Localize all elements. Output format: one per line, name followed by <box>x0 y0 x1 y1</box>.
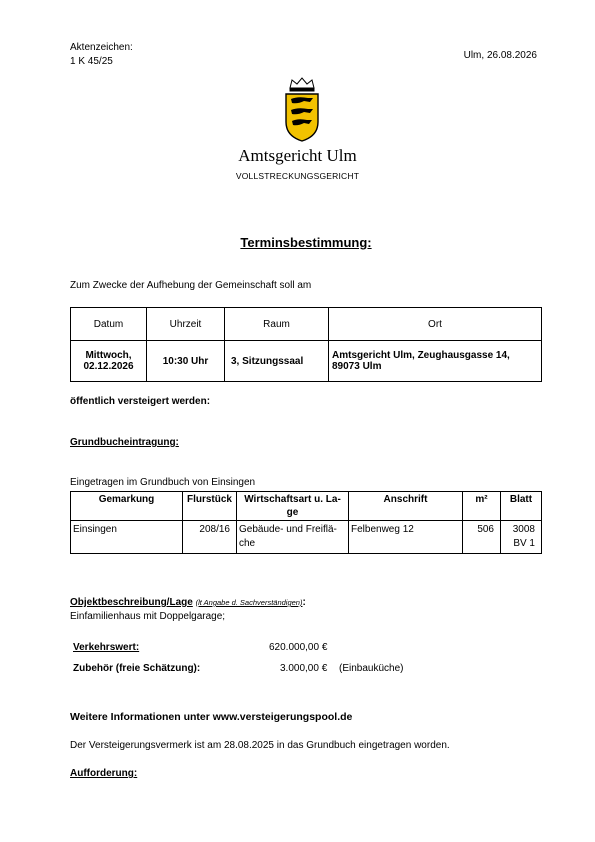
versteigert-text: öffentlich versteigert werden: <box>70 396 211 407</box>
header-gemarkung: Gemarkung <box>71 492 183 521</box>
datum-line-2: 02.12.2026 <box>83 361 134 372</box>
termin-table <box>70 307 542 382</box>
verkehrswert-value: 620.000,00 € <box>269 642 328 653</box>
header-raum: Raum <box>225 308 329 341</box>
court-name: Amtsgericht Ulm <box>238 146 357 165</box>
termin-table-header <box>71 308 542 341</box>
cell-wirtschaftsart <box>237 521 349 554</box>
aktenzeichen-label: Aktenzeichen: <box>70 42 133 53</box>
intro-text: Zum Zwecke der Aufhebung der Gemeinschaft soll am <box>70 280 312 291</box>
cell-anschrift: Felbenweg 12 <box>349 521 463 554</box>
header-datum: Datum <box>71 308 147 341</box>
weitere-info: Weitere Informationen unter www.versteigerungspool.de <box>70 711 353 723</box>
cell-uhrzeit: 10:30 Uhr <box>147 341 225 382</box>
grundbuch-intro: Eingetragen im Grundbuch von Einsingen <box>70 477 256 488</box>
objekt-colon: : <box>302 597 306 608</box>
header-ort: Ort <box>329 308 542 341</box>
wirtschaftsart-line-2: che <box>239 538 256 549</box>
zubehoer-value: 3.000,00 € <box>280 663 328 674</box>
aufforderung-heading: Aufforderung: <box>70 768 138 779</box>
verkehrswert-label: Verkehrswert: <box>73 642 140 653</box>
header-wirtschaftsart <box>237 492 349 521</box>
header-flurstueck: Flurstück <box>183 492 237 521</box>
grundbuch-table-header <box>71 492 542 521</box>
header-uhrzeit: Uhrzeit <box>147 308 225 341</box>
blatt-line-2: BV 1 <box>513 538 535 549</box>
grundbuch-table <box>70 491 542 554</box>
wirtschaftsart-line-1: Gebäude- und Freiflä- <box>239 524 337 535</box>
header-anschrift: Anschrift <box>349 492 463 521</box>
grundbuch-table-row <box>71 521 542 554</box>
coat-of-arms-icon <box>280 74 324 144</box>
zubehoer-label: Zubehör (freie Schätzung): <box>73 663 201 674</box>
aktenzeichen-value: 1 K 45/25 <box>70 56 113 67</box>
cell-ort <box>329 341 542 382</box>
cell-raum: 3, Sitzungssaal <box>225 341 329 382</box>
wirtschaftsart-header-1: Wirtschaftsart u. La- <box>244 494 341 505</box>
blatt-line-1: 3008 <box>512 524 535 535</box>
objekt-note: (lt Angabe d. Sachverständigen) <box>195 598 303 607</box>
grundbuch-heading: Grundbucheintragung: <box>70 437 179 448</box>
zubehoer-note: (Einbauküche) <box>339 663 404 674</box>
cell-datum <box>71 341 147 382</box>
header-blatt: Blatt <box>501 492 542 521</box>
document-title: Terminsbestimmung: <box>240 235 372 250</box>
objekt-heading-line <box>70 597 306 608</box>
cell-blatt <box>501 521 542 554</box>
vermerk-text: Der Versteigerungsvermerk ist am 28.08.2025 in das Grundbuch eingetragen worden. <box>70 740 450 751</box>
cell-flurstueck: 208/16 <box>183 521 237 554</box>
ort-line-1: Amtsgericht Ulm, Zeughausgasse 14, <box>332 350 510 361</box>
wirtschaftsart-header-2: ge <box>286 507 299 518</box>
objekt-description: Einfamilienhaus mit Doppelgarage; <box>70 611 226 622</box>
header-qm: m² <box>463 492 501 521</box>
termin-table-row <box>71 341 542 382</box>
ort-line-2: 89073 Ulm <box>332 361 382 372</box>
place-date: Ulm, 26.08.2026 <box>463 50 537 61</box>
cell-qm: 506 <box>463 521 501 554</box>
objekt-heading: Objektbeschreibung/Lage <box>70 597 193 608</box>
datum-line-1: Mittwoch, <box>85 350 132 361</box>
court-department: VOLLSTRECKUNGSGERICHT <box>235 171 360 181</box>
cell-gemarkung: Einsingen <box>71 521 183 554</box>
